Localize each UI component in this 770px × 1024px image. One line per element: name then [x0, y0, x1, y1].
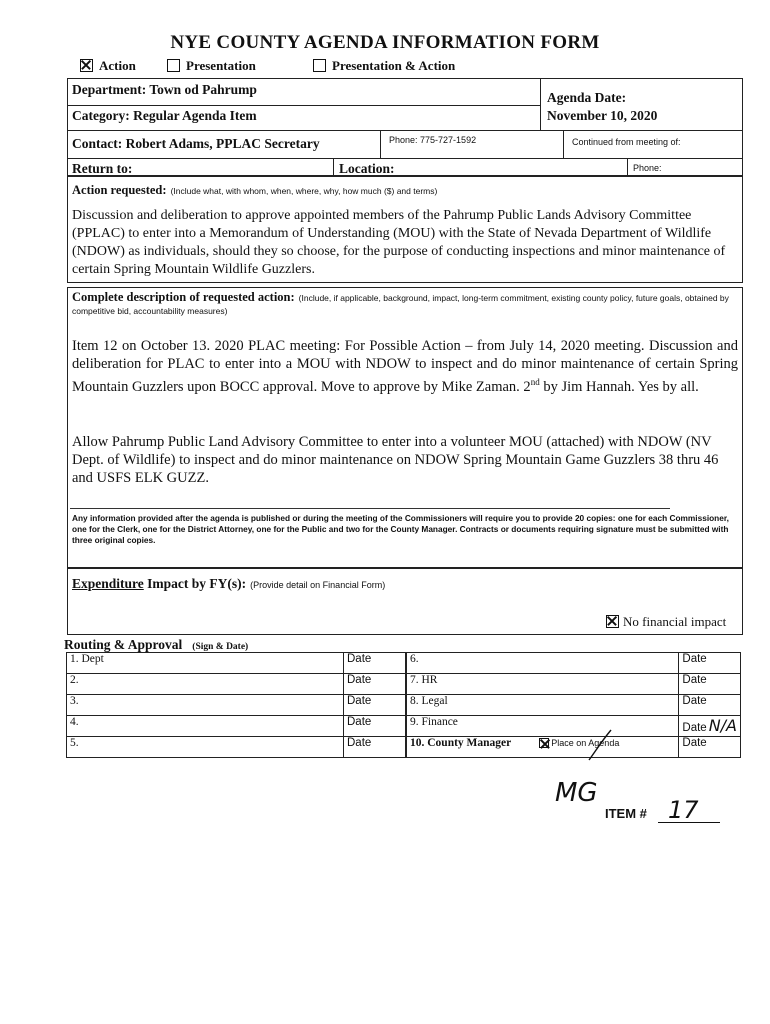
- divider: [67, 158, 743, 159]
- table-row: [67, 653, 406, 674]
- date-cell[interactable]: Date: [344, 674, 406, 695]
- routing-slot[interactable]: 7. HR: [407, 674, 679, 695]
- divider: [563, 130, 564, 158]
- checkbox-checked-icon[interactable]: [606, 615, 619, 628]
- divider: [627, 158, 628, 176]
- routing-slot[interactable]: 2.: [67, 674, 344, 695]
- return-to-field: Return to:: [72, 161, 133, 176]
- checkbox-icon[interactable]: [313, 59, 326, 72]
- date-cell[interactable]: Date: [344, 653, 406, 674]
- date-cell[interactable]: Date: [679, 737, 741, 758]
- date-cell[interactable]: Date N/A: [679, 716, 741, 737]
- handwritten-initials: MG: [555, 778, 598, 808]
- date-cell[interactable]: Date: [344, 695, 406, 716]
- divider: [67, 130, 743, 131]
- phone-field: Phone: 775-727-1592: [389, 135, 477, 145]
- divider: [540, 78, 541, 130]
- table-row: [67, 716, 406, 737]
- description-paragraph-1: Item 12 on October 13. 2020 PLAC meeting: For Possible Action – from July 14, 2020 meeting. Discussion and deliberation for PLAC to enter into a MOU with NDOW to inspect and do minor maintenance of certain Spring Mountain Guzzlers upon BOCC approval. Move to approve by Mike Zaman. 2nd by Jim Hannah. Yes by all.: [72, 338, 738, 395]
- routing-slot[interactable]: 4.: [67, 716, 344, 737]
- continued-from-field: Continued from meeting of:: [572, 137, 681, 147]
- table-row: [407, 653, 741, 674]
- signature-mark-icon: [585, 726, 615, 766]
- handwritten-na: N/A: [708, 716, 737, 735]
- table-row: [407, 695, 741, 716]
- department-field: Department: Town od Pahrump: [72, 82, 257, 97]
- date-cell[interactable]: Date: [344, 716, 406, 737]
- divider: [67, 105, 540, 106]
- copies-notice: Any information provided after the agenda is published or during the meeting of the Commissioners will require you to provide 20 copies: one for each Commissioner, one for the Clerk, one for the District Attorney, one for the Public and two for the County Manager. Contracts or documents requiring signature must be submitted with three original copies.: [72, 513, 729, 545]
- phone2-field: Phone:: [633, 163, 662, 173]
- date-cell[interactable]: Date: [679, 695, 741, 716]
- agenda-date-value: November 10, 2020: [547, 108, 658, 123]
- divider: [380, 130, 381, 158]
- type-action[interactable]: Action: [80, 58, 136, 74]
- table-row: [67, 695, 406, 716]
- location-field: Location:: [339, 161, 395, 176]
- category-field: Category: Regular Agenda Item: [72, 108, 257, 123]
- routing-right-table: [406, 652, 741, 758]
- date-cell[interactable]: Date: [344, 737, 406, 758]
- expenditure-heading: Expenditure Impact by FY(s): (Provide detail on Financial Form): [72, 576, 386, 591]
- routing-slot[interactable]: 10. County Manager Place on Agenda: [407, 737, 679, 758]
- type-presentation-action[interactable]: Presentation & Action: [313, 58, 455, 74]
- type-presentation[interactable]: Presentation: [167, 58, 256, 74]
- item-number-value: 17: [668, 796, 699, 824]
- agenda-date-label: Agenda Date:: [547, 90, 627, 105]
- routing-slot[interactable]: 3.: [67, 695, 344, 716]
- table-row: [407, 716, 741, 737]
- checkbox-icon[interactable]: [167, 59, 180, 72]
- routing-slot[interactable]: 1. Dept: [67, 653, 344, 674]
- contact-field: Contact: Robert Adams, PPLAC Secretary: [72, 136, 320, 151]
- routing-slot[interactable]: 9. Finance: [407, 716, 679, 737]
- item-number-label: ITEM #: [605, 806, 647, 821]
- action-requested-text: Discussion and deliberation to approve appointed members of the Pahrump Public Lands Advisory Committee (PPLAC) to enter into a Memorandum of Understanding (MOU) with the State of Nevada Department of Wildlife (NDOW) as individuals, should they so choose, for the purpose of conducting inspections and minor maintenance of certain Spring Mountain Wildlife Guzzlers.: [72, 208, 726, 277]
- description-heading: Complete description of requested action: (Include, if applicable, background, impact, long-term commitment, existing county policy, future goals, obtained by competitive bid, accountability measures): [72, 290, 729, 316]
- checkbox-checked-icon[interactable]: [539, 738, 549, 748]
- description-paragraph-2: Allow Pahrump Public Land Advisory Committee to enter into a volunteer MOU (attached) with NDOW (NV Dept. of Wildlife) to inspect and do minor maintenance on NDOW Spring Mountain Game Guzzlers 38 thru 46 and USFS ELK GUZZ.: [72, 434, 719, 486]
- routing-slot[interactable]: 5.: [67, 737, 344, 758]
- routing-left-table: [66, 652, 406, 758]
- routing-slot[interactable]: 6.: [407, 653, 679, 674]
- routing-heading: Routing & Approval (Sign & Date): [64, 637, 249, 652]
- no-financial-impact[interactable]: No financial impact: [606, 614, 726, 630]
- form-title: NYE COUNTY AGENDA INFORMATION FORM: [170, 32, 600, 53]
- table-row: [407, 674, 741, 695]
- place-on-agenda[interactable]: Place on Agenda: [539, 738, 619, 748]
- table-row: [67, 737, 406, 758]
- table-row: [67, 674, 406, 695]
- divider: [333, 158, 334, 176]
- date-cell[interactable]: Date: [679, 674, 741, 695]
- checkbox-checked-icon[interactable]: [80, 59, 93, 72]
- date-cell[interactable]: Date: [679, 653, 741, 674]
- action-requested-heading: Action requested: (Include what, with whom, when, where, why, how much ($) and terms): [72, 183, 438, 197]
- divider: [70, 508, 670, 509]
- table-row: [407, 737, 741, 758]
- routing-slot[interactable]: 8. Legal: [407, 695, 679, 716]
